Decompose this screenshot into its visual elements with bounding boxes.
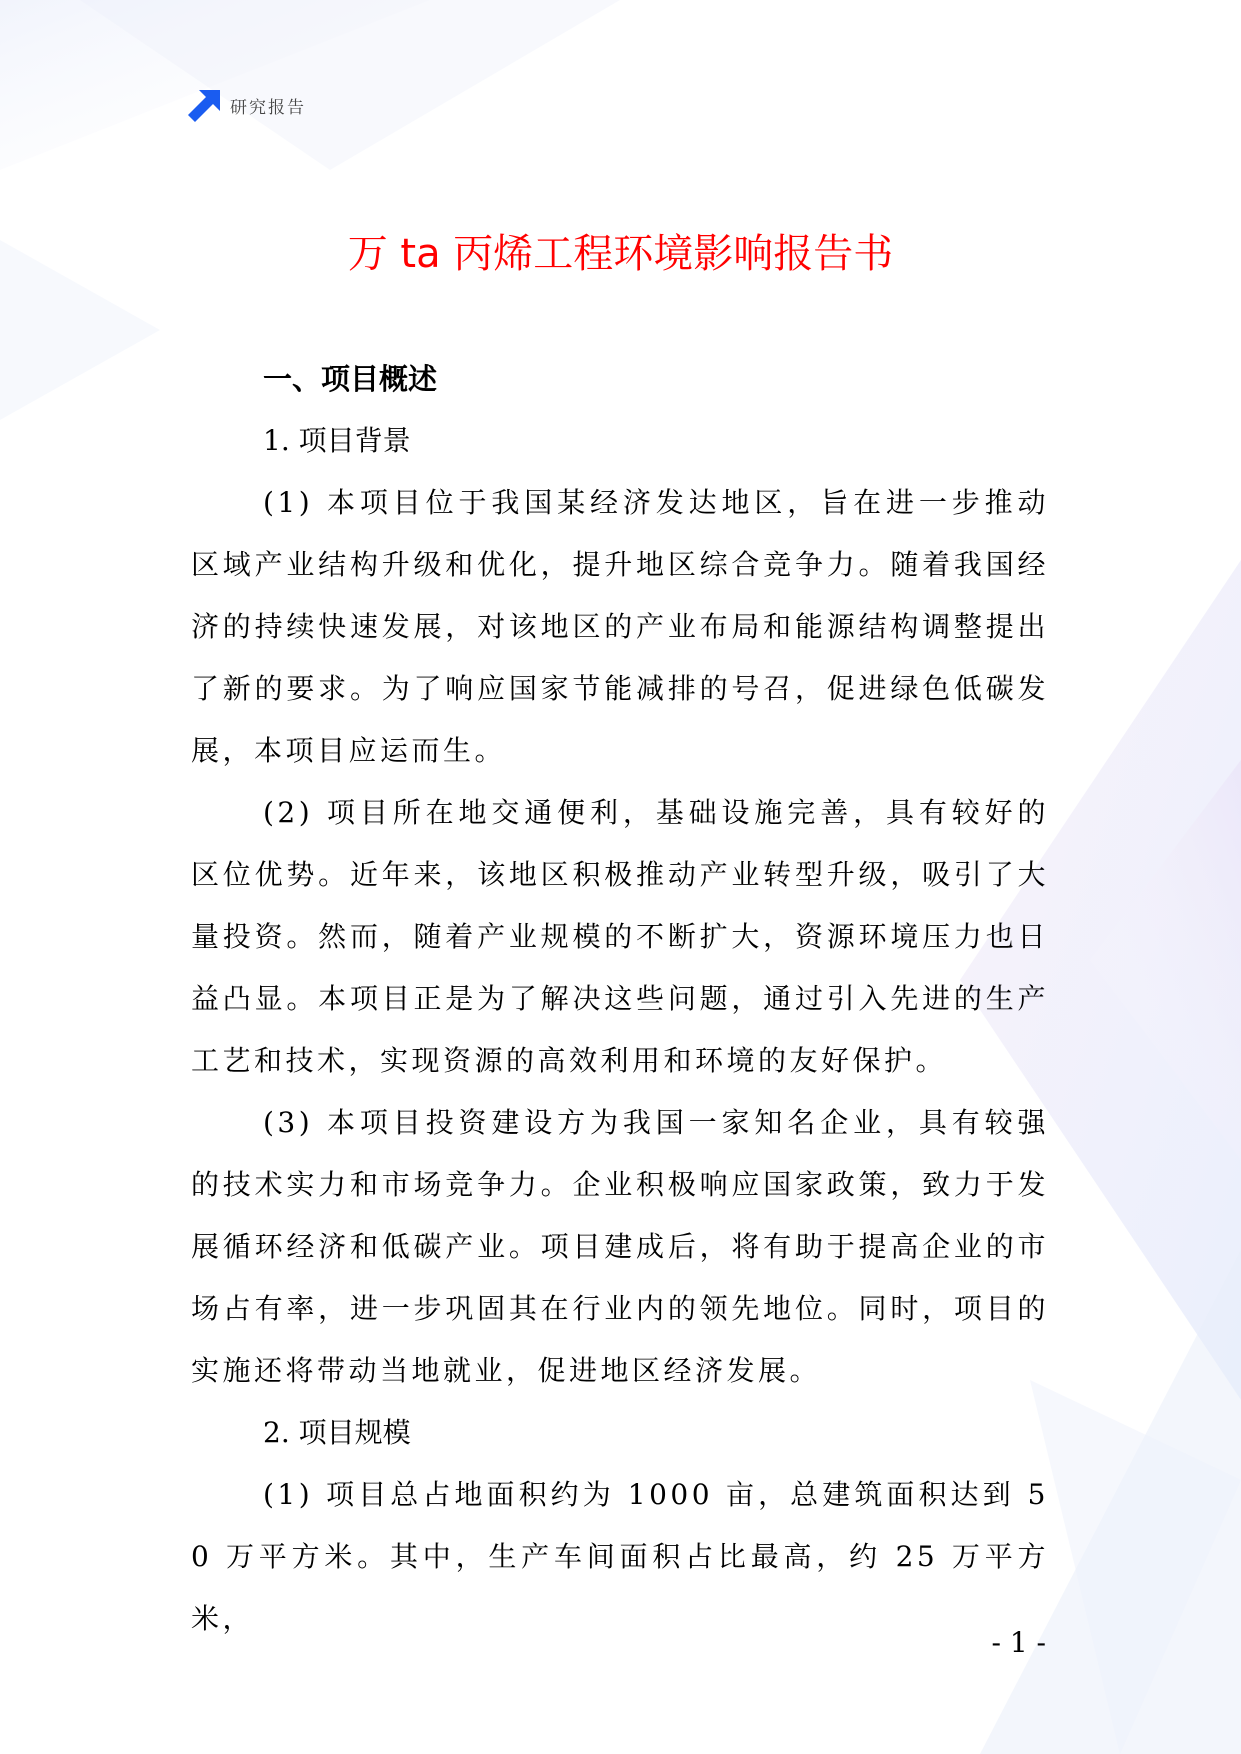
paragraph: (3) 本项目投资建设方为我国一家知名企业，具有较强的技术实力和市场竞争力。企业积极响应国家政策，致力于发展循环经济和低碳产业。项目建成后，将有助于提高企业的市场占有率，进一步巩固其在行业内的领先地位。同时，项目的实施还将带动当地就业，促进地区经济发展。 — [191, 1106, 1049, 1387]
paragraph: (2) 项目所在地交通便利，基础设施完善，具有较好的区位优势。近年来，该地区积极推动产业转型升级，吸引了大量投资。然而，随着产业规模的不断扩大，资源环境压力也日益凸显。本项目正是为了解决这些问题，通过引入先进的生产工艺和技术，实现资源的高效利用和环境的友好保护。 — [191, 796, 1049, 1077]
paragraph: (1) 项目总占地面积约为 1000 亩，总建筑面积达到 50 万平方米。其中，生产车间面积占比最高，约 25 万平方米， — [191, 1478, 1049, 1635]
paragraph: (1) 本项目位于我国某经济发达地区，旨在进一步推动区域产业结构升级和优化，提升地区综合竞争力。随着我国经济的持续快速发展，对该地区的产业布局和能源结构调整提出了新的要求。为了响应国家节能减排的号召，促进绿色低碳发展，本项目应运而生。 — [191, 486, 1049, 767]
arrow-up-right-icon — [188, 88, 222, 122]
document-title: 万 ta 丙烯工程环境影响报告书 — [347, 231, 894, 277]
page-number: - 1 - — [991, 1626, 1046, 1659]
header-label: 研究报告 — [230, 97, 306, 118]
section-heading: 一、项目概述 — [263, 362, 438, 396]
subsection-heading-background: 1. 项目背景 — [263, 424, 411, 457]
subsection-heading-scale: 2. 项目规模 — [263, 1416, 411, 1449]
document-body — [191, 348, 1049, 1650]
report-header — [188, 88, 306, 122]
